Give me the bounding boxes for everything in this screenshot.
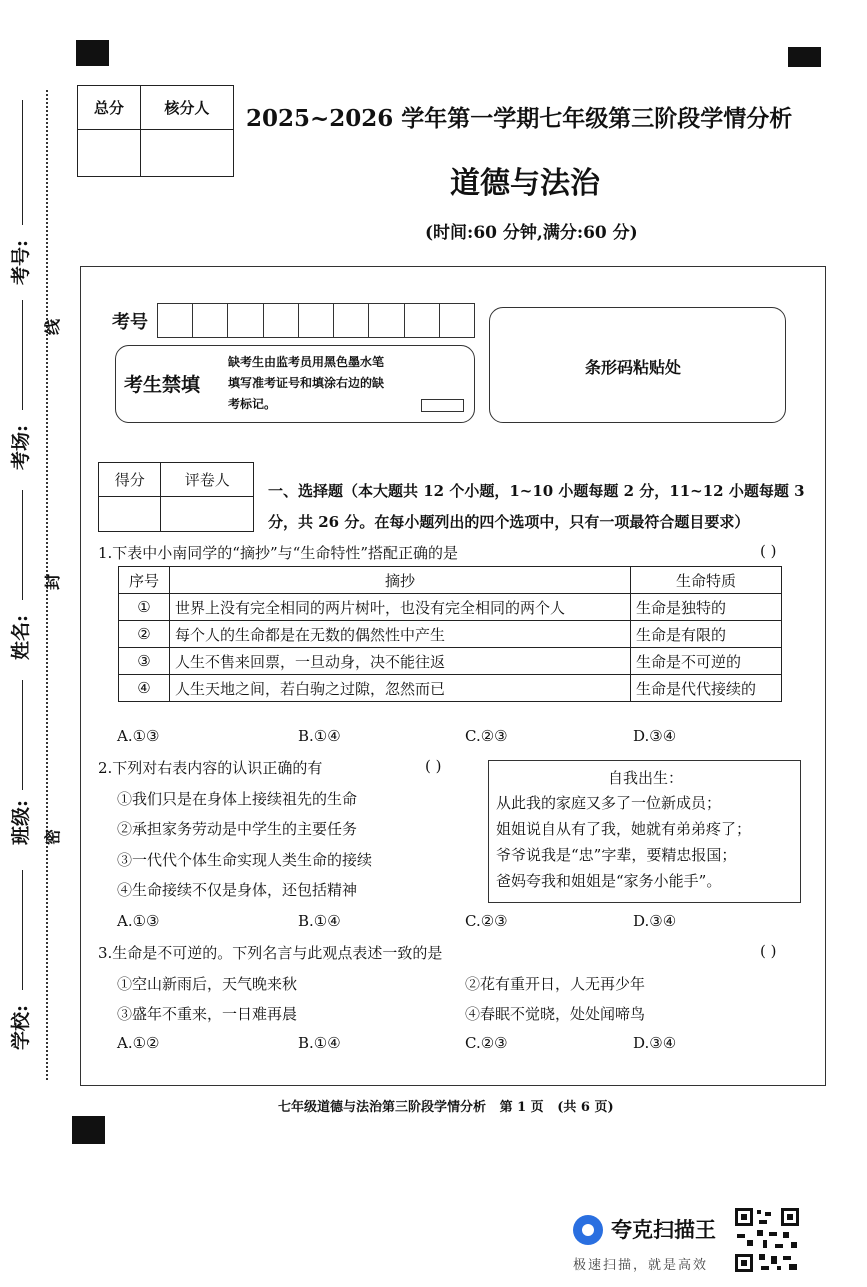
checker-label: 核分人 [140,86,233,130]
registration-mark-bottom-left [72,1116,105,1144]
q3-item-1: ①空山新雨后，天气晚来秋 [117,975,298,993]
q1-header-trait: 生命特质 [631,567,782,594]
q2-item-1: ①我们只是在身体上接续祖先的生命 [117,790,358,808]
q3-item-3: ③盛年不重来，一日难再晨 [117,1005,298,1023]
q1-header-excerpt: 摘抄 [170,567,631,594]
q2-item-2: ②承担家务劳动是中学生的主要任务 [117,820,358,838]
q1-row4-trait: 生命是代代接续的 [631,675,782,702]
side-fill-line-xingming [22,490,23,600]
q1-row3-excerpt: 人生不售来回票，一旦动身，决不能往返 [170,648,631,675]
q3-option-a[interactable]: A.①② [117,1034,160,1052]
q3-option-d[interactable]: D.③④ [633,1034,677,1052]
section-score-box [98,462,254,532]
page-footer: 七年级道德与法治第三阶段学情分析 第 1 页 (共 6 页) [278,1100,614,1115]
q2-option-c[interactable]: C.②③ [465,912,508,930]
q1-answer-paren[interactable]: ( ) [760,542,777,560]
barcode-label: 条形码粘贴处 [585,358,682,377]
scanner-logo-icon [573,1215,603,1245]
forbid-text-1: 缺考生由监考员用黑色墨水笔 [228,355,385,369]
q3-item-2: ②花有重开日，人无再少年 [465,975,646,993]
checker-cell[interactable] [140,130,233,177]
q3-answer-paren[interactable]: ( ) [760,942,777,960]
reviewer-label: 评卷人 [161,463,254,497]
side-fill-line-banji [22,680,23,790]
registration-mark-top-left [76,40,109,66]
q1-row3-index: ③ [119,648,170,675]
q1-row3-trait: 生命是不可逆的 [631,648,782,675]
side-label-banji: 班级: [10,799,32,845]
scanner-slogan: 极速扫描，就是高效 [573,1258,709,1273]
q2-item-3: ③一代代个体生命实现人类生命的接续 [117,851,373,869]
q1-option-d[interactable]: D.③④ [633,727,677,745]
section1-intro-line1: 一、选择题（本大题共 12 个小题，1~10 小题每题 2 分，11~12 小题每题 3 [268,482,805,500]
time-info: (时间:60 分钟,满分:60 分) [425,223,638,243]
q3-stem: 3.生命是不可逆的。下列名言与此观点表述一致的是 [98,944,443,962]
score-label: 得分 [99,463,161,497]
exam-title: 2025~2026 学年第一学期七年级第三阶段学情分析 [246,105,793,132]
subject-title: 道德与法治 [450,166,600,201]
q3-option-c[interactable]: C.②③ [465,1034,508,1052]
q1-row2-trait: 生命是有限的 [631,621,782,648]
q1-row2-index: ② [119,621,170,648]
q1-row1-index: ① [119,594,170,621]
side-seal-xian: 线 [43,318,62,335]
q2-box-line-3: 爷爷说我是“忠”字辈，要精忠报国； [496,846,737,864]
q2-option-a[interactable]: A.①③ [117,912,160,930]
side-label-kaochang: 考场: [10,424,32,470]
side-fill-line-xuexiao [22,870,23,990]
q3-item-4: ④春眠不觉晓，处处闻啼鸟 [465,1005,646,1023]
q1-stem: 1.下表中小南同学的“摘抄”与“生命特性”搭配正确的是 [98,544,458,562]
q2-box-line-1: 从此我的家庭又多了一位新成员； [496,794,722,812]
side-seal-feng: 封 [43,573,62,590]
q2-option-d[interactable]: D.③④ [633,912,677,930]
forbid-text-3: 考标记。 [228,397,277,411]
registration-mark-top-right [788,47,821,67]
q2-item-4: ④生命接续不仅是身体，还包括精神 [117,881,358,899]
q1-row4-index: ④ [119,675,170,702]
q2-box-line-2: 姐姐说自从有了我，她就有弟弟疼了； [496,820,752,838]
q1-row1-trait: 生命是独特的 [631,594,782,621]
score-cell[interactable] [99,497,161,532]
admission-number-grid[interactable] [157,303,475,338]
total-score-cell[interactable] [78,130,141,177]
q1-header-index: 序号 [119,567,170,594]
side-fill-line-kaochang [22,300,23,410]
q1-row1-excerpt: 世界上没有完全相同的两片树叶，也没有完全相同的两个人 [170,594,631,621]
admission-number-label: 考号 [112,312,148,333]
side-fill-line-kaohao [22,100,23,225]
q1-option-a[interactable]: A.①③ [117,727,160,745]
scanner-brand: 夸克扫描王 [611,1218,716,1242]
q1-option-b[interactable]: B.①④ [298,727,341,745]
q2-option-b[interactable]: B.①④ [298,912,341,930]
q2-box-title: 自我出生： [608,769,684,787]
q3-option-b[interactable]: B.①④ [298,1034,341,1052]
q1-row4-excerpt: 人生天地之间，若白驹之过隙，忽然而已 [170,675,631,702]
qr-code-icon [733,1206,801,1274]
q1-table [118,566,782,702]
absence-mark-box[interactable] [421,399,464,412]
total-score-box [77,85,234,177]
q2-answer-paren[interactable]: ( ) [425,757,442,775]
section1-intro-line2: 分，共 26 分。在每小题列出的四个选项中，只有一项最符合题目要求） [268,513,750,531]
side-label-xingming: 姓名: [10,614,32,660]
forbid-text-2: 填写准考证号和填涂右边的缺 [228,376,385,390]
side-seal-mi: 密 [43,828,62,845]
total-score-label: 总分 [78,86,141,130]
side-label-xuexiao: 学校: [10,1004,32,1050]
q1-row2-excerpt: 每个人的生命都是在无数的偶然性中产生 [170,621,631,648]
q1-option-c[interactable]: C.②③ [465,727,508,745]
q2-box-line-4: 爸妈夸我和姐姐是“家务小能手”。 [496,872,722,890]
candidate-forbid-label: 考生禁填 [124,374,201,396]
q2-stem: 2.下列对右表内容的认识正确的有 [98,759,323,777]
reviewer-cell[interactable] [161,497,254,532]
side-label-kaohao: 考号: [10,239,32,285]
